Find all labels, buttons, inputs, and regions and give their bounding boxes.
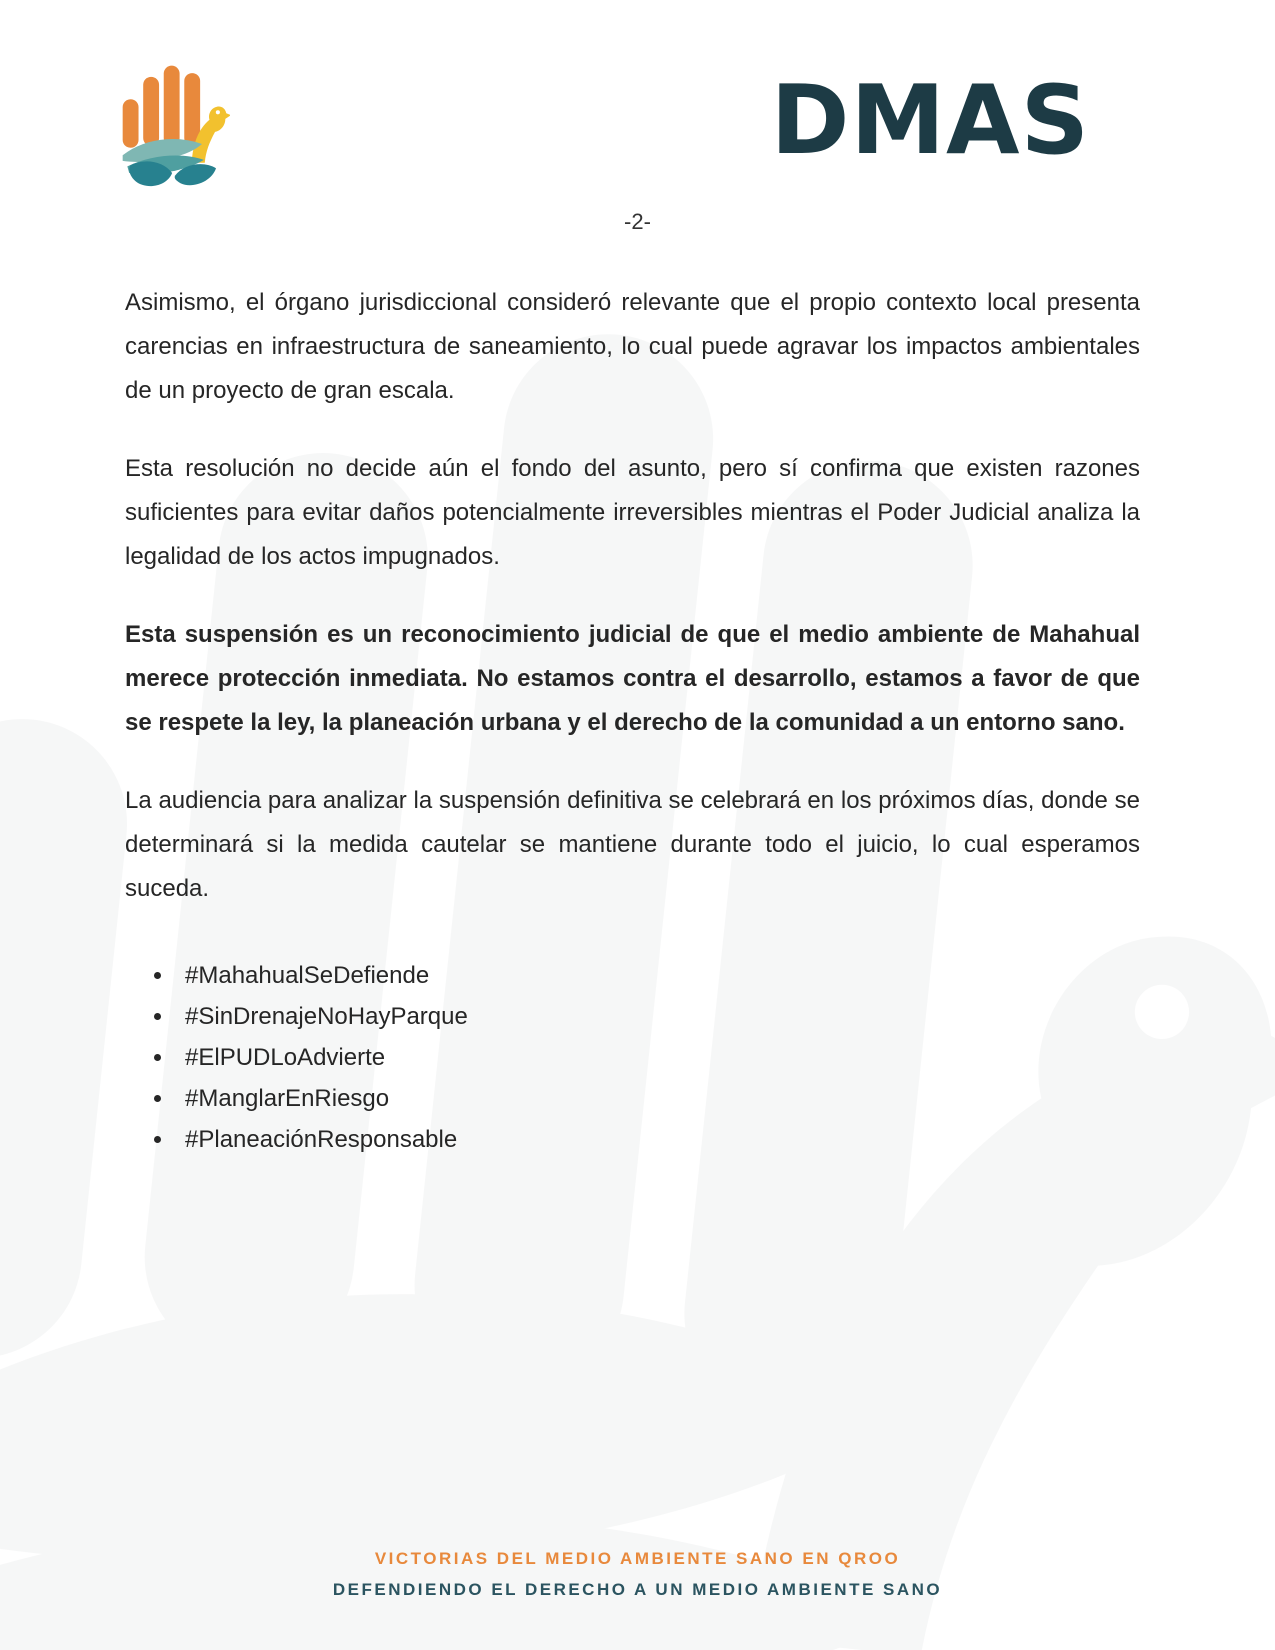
footer-tagline-victorias: VICTORIAS DEL MEDIO AMBIENTE SANO EN QROO bbox=[374, 1549, 901, 1568]
paragraph-suspension-bold: Esta suspensión es un reconocimiento judicial de que el medio ambiente de Mahahual merece protección inmediata. No estamos contra el desarrollo, estamos a favor de que se respete la ley, la planeación urbana y el derecho de la comunidad a un entorno sano. bbox=[125, 621, 1140, 736]
hashtag-item: • #SinDrenajeNoHayParque bbox=[175, 996, 1140, 1037]
document-body bbox=[125, 281, 1140, 1160]
dmas-hand-logo-icon bbox=[118, 58, 230, 189]
paragraph-audiencia: La audiencia para analizar la suspensión definitiva se celebrará en los próximos días, donde se determinará si la medida cautelar se mantiene durante todo el juicio, lo cual esperamos suceda. bbox=[125, 787, 1140, 902]
dmas-wordmark: DMAS bbox=[770, 66, 1090, 176]
hashtag-item: • #MahahualSeDefiende bbox=[175, 955, 1140, 996]
hashtag-item: • #PlaneaciónResponsable bbox=[175, 1119, 1140, 1160]
page-number: -2- bbox=[624, 209, 651, 234]
hashtag-item: • #ElPUDLoAdvierte bbox=[175, 1037, 1140, 1078]
paragraph-resolucion: Esta resolución no decide aún el fondo del asunto, pero sí confirma que existen razones suficientes para evitar daños potencialmente irreversibles mientras el Poder Judicial analiza la legalidad de los actos impugnados. bbox=[125, 455, 1140, 570]
footer-tagline-defendiendo: DEFENDIENDO EL DERECHO A UN MEDIO AMBIENTE SANO bbox=[332, 1580, 943, 1599]
hashtag-list bbox=[125, 955, 1140, 1160]
paragraph-asimismo: Asimismo, el órgano jurisdiccional consideró relevante que el propio contexto local presenta carencias en infraestructura de saneamiento, lo cual puede agravar los impactos ambientales de un proyecto de gran escala. bbox=[125, 289, 1140, 404]
page-footer bbox=[0, 1550, 1275, 1598]
page-header bbox=[0, 0, 1275, 189]
hashtag-item: • #ManglarEnRiesgo bbox=[175, 1078, 1140, 1119]
